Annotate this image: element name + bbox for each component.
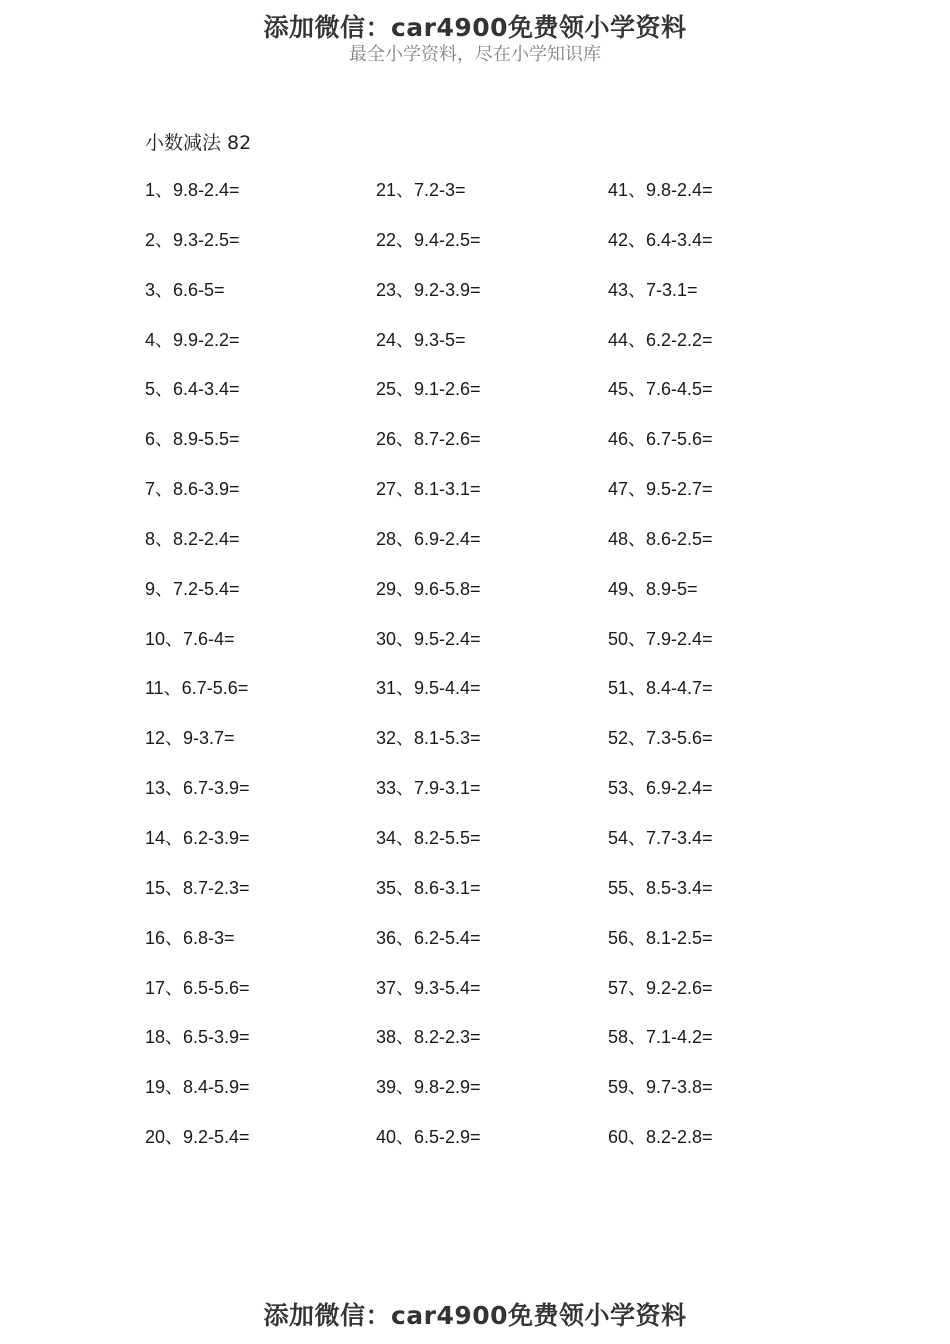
math-problem: 27、8.1-3.1= — [376, 479, 481, 500]
math-problem: 4、9.9-2.2= — [145, 329, 240, 350]
math-problem: 3、6.6-5= — [145, 279, 225, 300]
watermark-banner-top: 添加微信：car4900免费领小学资料 — [263, 13, 687, 42]
math-problem: 59、9.7-3.8= — [608, 1077, 713, 1098]
math-problem: 2、9.3-2.5= — [145, 229, 240, 250]
math-problem: 1、9.8-2.4= — [145, 180, 240, 200]
worksheet-title: 小数减法 82 — [145, 132, 252, 154]
math-problem: 44、6.2-2.2= — [608, 329, 713, 350]
math-problem: 17、6.5-5.6= — [145, 977, 250, 998]
math-problem: 19、8.4-5.9= — [145, 1077, 250, 1098]
math-problem: 40、6.5-2.9= — [376, 1127, 481, 1148]
math-problem: 28、6.9-2.4= — [376, 528, 481, 549]
math-problem: 38、8.2-2.3= — [376, 1027, 481, 1048]
math-problem: 26、8.7-2.6= — [376, 429, 481, 450]
math-problem: 55、8.5-3.4= — [608, 877, 713, 898]
math-problem: 60、8.2-2.8= — [608, 1127, 713, 1148]
math-problem: 7、8.6-3.9= — [145, 479, 240, 500]
math-problem: 9、7.2-5.4= — [145, 578, 240, 599]
math-problem: 30、9.5-2.4= — [376, 628, 481, 649]
math-problem: 54、7.7-3.4= — [608, 827, 713, 848]
math-problem: 53、6.9-2.4= — [608, 778, 713, 799]
math-problem: 29、9.6-5.8= — [376, 578, 481, 599]
math-problem: 36、6.2-5.4= — [376, 927, 481, 948]
math-problem: 5、6.4-3.4= — [145, 379, 240, 400]
math-problem: 18、6.5-3.9= — [145, 1027, 250, 1048]
math-problem: 13、6.7-3.9= — [145, 778, 250, 799]
math-problem: 11、6.7-5.6= — [145, 678, 249, 699]
math-problem: 37、9.3-5.4= — [376, 977, 481, 998]
math-problem: 57、9.2-2.6= — [608, 977, 713, 998]
math-problem: 39、9.8-2.9= — [376, 1077, 481, 1098]
math-problem: 14、6.2-3.9= — [145, 827, 250, 848]
math-problem: 16、6.8-3= — [145, 927, 235, 948]
math-problem: 8、8.2-2.4= — [145, 528, 240, 549]
math-problem: 41、9.8-2.4= — [608, 180, 713, 200]
math-problem: 32、8.1-5.3= — [376, 728, 481, 749]
math-problem: 43、7-3.1= — [608, 279, 698, 300]
math-problem: 34、8.2-5.5= — [376, 827, 481, 848]
math-problem: 6、8.9-5.5= — [145, 429, 240, 450]
math-problem: 25、9.1-2.6= — [376, 379, 481, 400]
math-problem: 51、8.4-4.7= — [608, 678, 713, 699]
math-problem: 35、8.6-3.1= — [376, 877, 481, 898]
math-problem: 21、7.2-3= — [376, 180, 466, 200]
math-problem: 20、9.2-5.4= — [145, 1127, 250, 1148]
problem-column-1 — [145, 176, 250, 1173]
problem-column-2 — [376, 176, 481, 1173]
math-problem: 42、6.4-3.4= — [608, 229, 713, 250]
math-problem: 15、8.7-2.3= — [145, 877, 250, 898]
math-problem: 22、9.4-2.5= — [376, 229, 481, 250]
math-problem: 33、7.9-3.1= — [376, 778, 481, 799]
math-problem: 49、8.9-5= — [608, 578, 698, 599]
math-problem: 48、8.6-2.5= — [608, 528, 713, 549]
problem-column-3 — [608, 176, 713, 1173]
math-problem: 47、9.5-2.7= — [608, 479, 713, 500]
partial-subtitle: 最全小学资料，尽在小学知识库 — [349, 44, 601, 65]
math-problem: 12、9-3.7= — [145, 728, 235, 749]
math-problem: 31、9.5-4.4= — [376, 678, 481, 699]
math-problem: 58、7.1-4.2= — [608, 1027, 713, 1048]
math-problem: 10、7.6-4= — [145, 628, 235, 649]
math-problem: 46、6.7-5.6= — [608, 429, 713, 450]
math-problem: 50、7.9-2.4= — [608, 628, 713, 649]
watermark-banner-bottom: 添加微信：car4900免费领小学资料 — [263, 1301, 687, 1330]
math-problem: 52、7.3-5.6= — [608, 728, 713, 749]
math-problem: 56、8.1-2.5= — [608, 927, 713, 948]
math-problem: 24、9.3-5= — [376, 329, 466, 350]
math-problem: 23、9.2-3.9= — [376, 279, 481, 300]
math-problem: 45、7.6-4.5= — [608, 379, 713, 400]
